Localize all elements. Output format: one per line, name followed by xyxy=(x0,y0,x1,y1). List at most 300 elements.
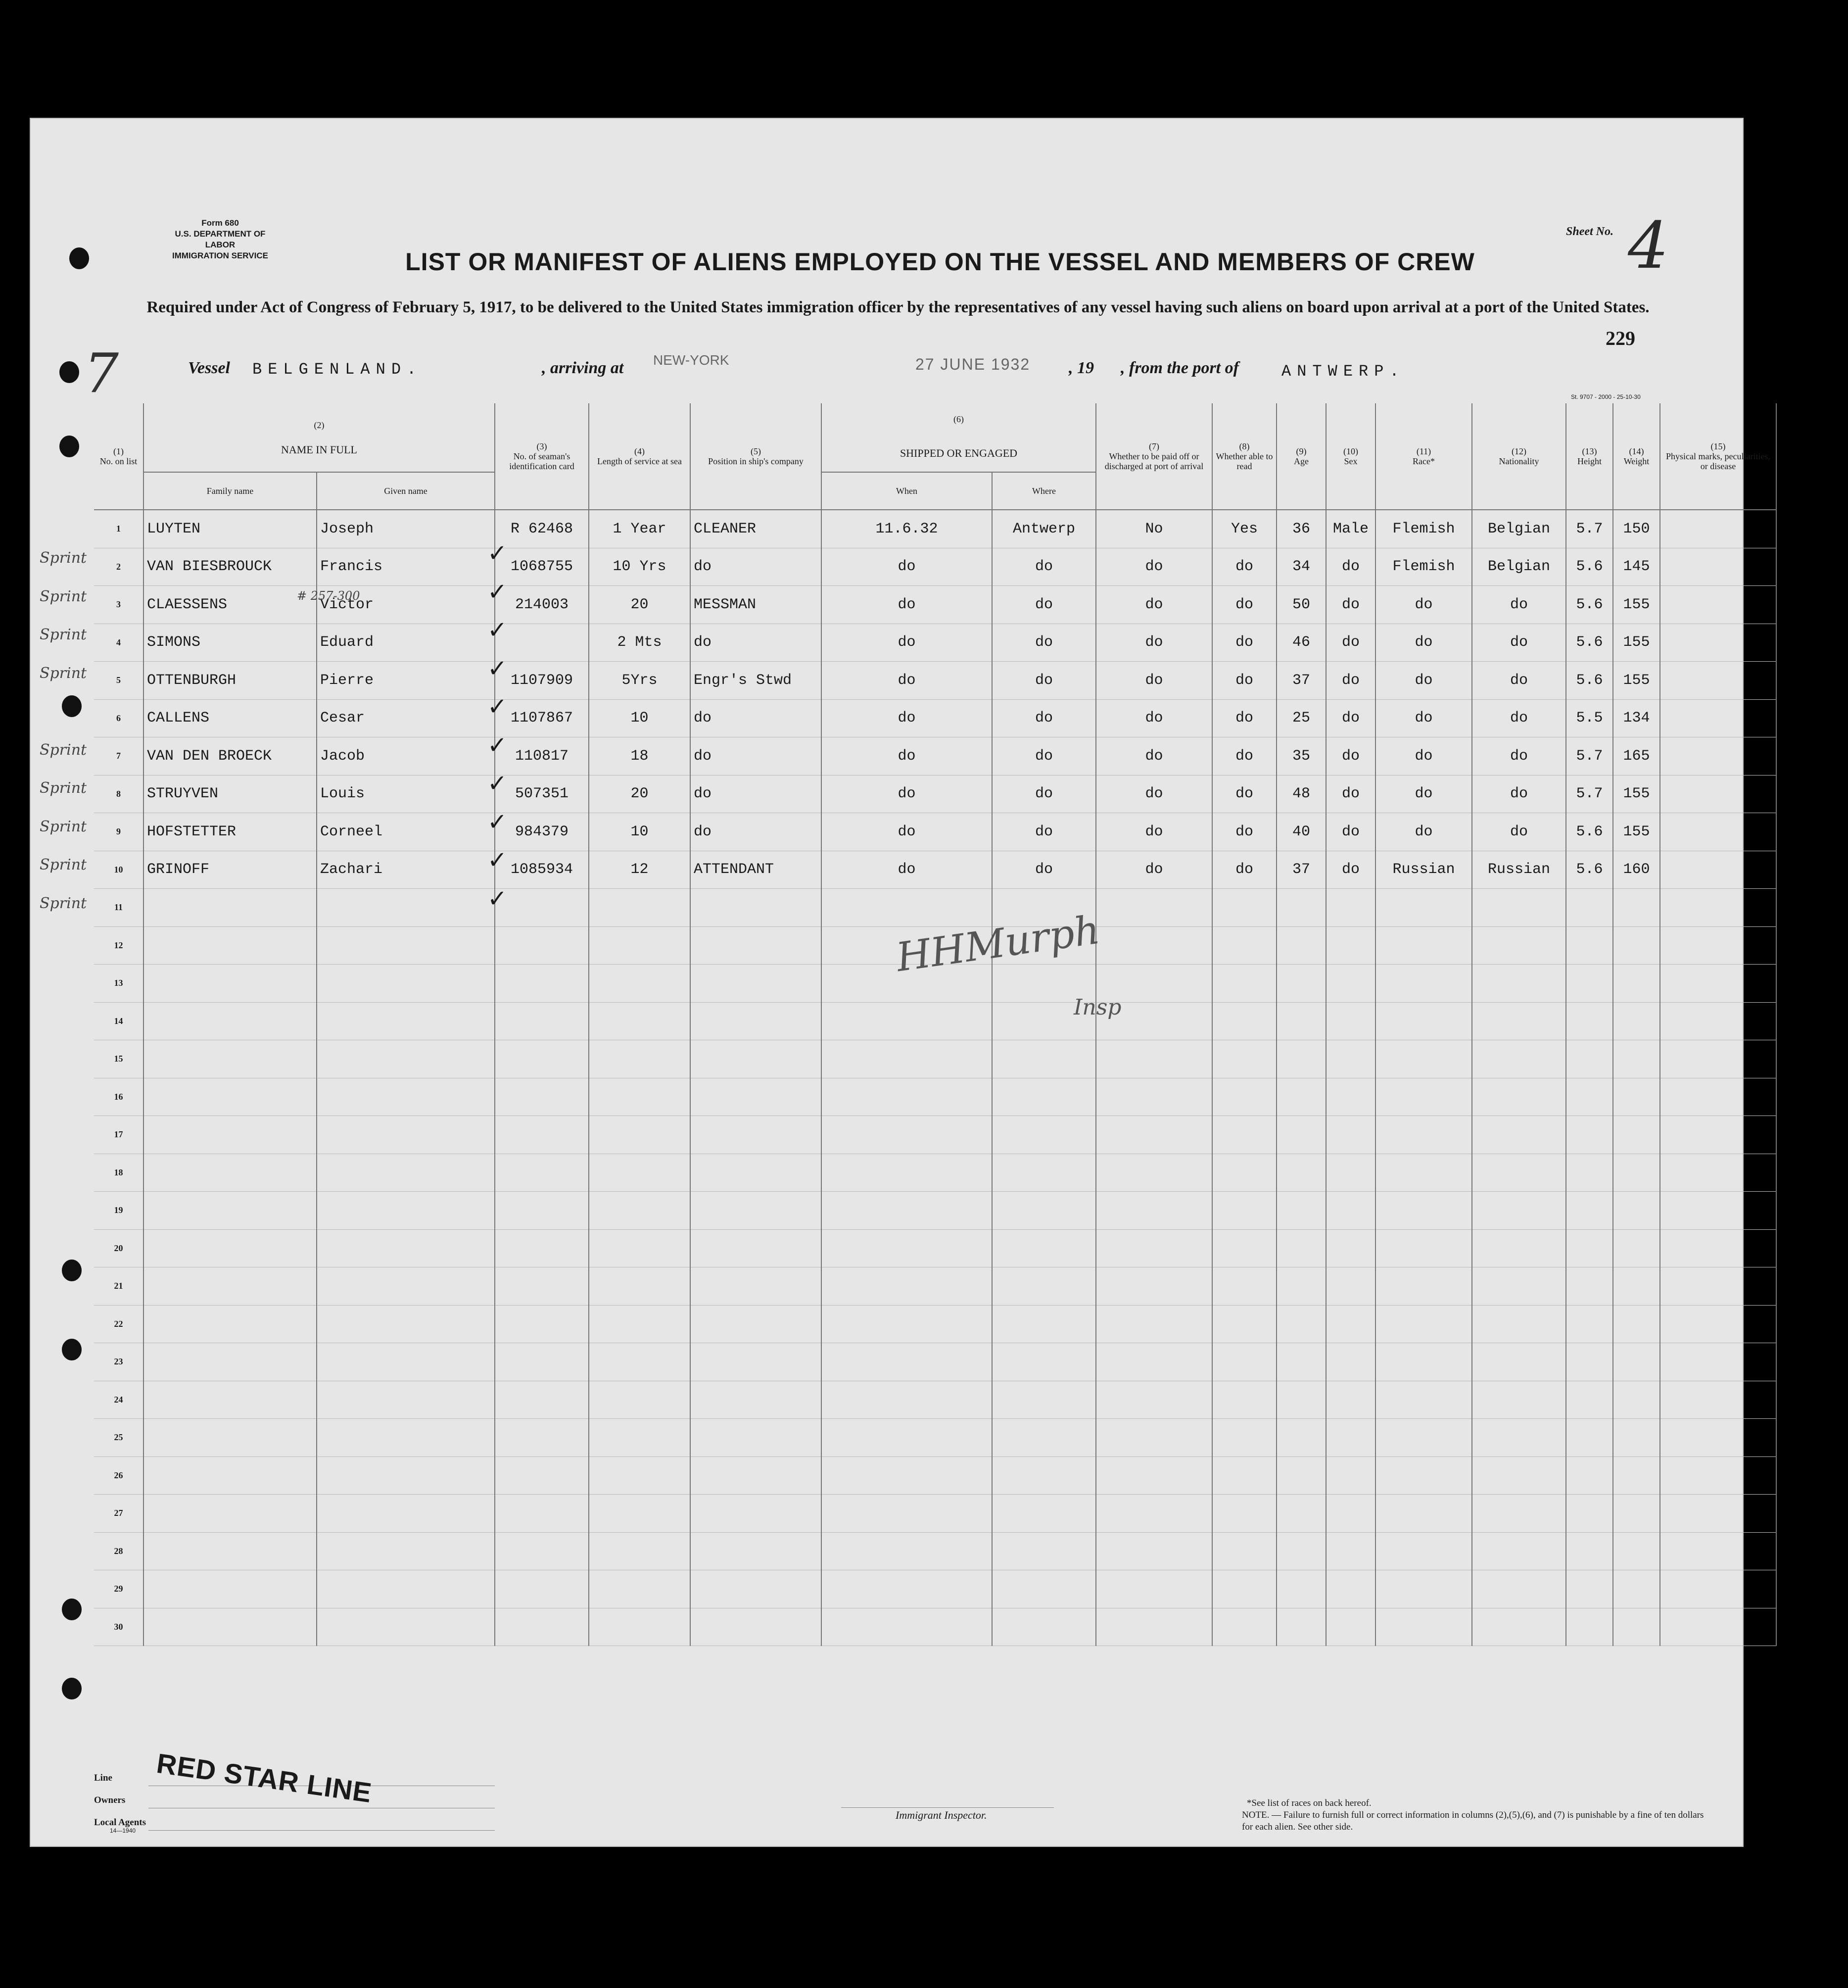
empty-cell xyxy=(495,1381,589,1419)
empty-cell xyxy=(143,1532,317,1570)
col-length-header: (4) Length of service at sea xyxy=(589,403,690,510)
empty-cell xyxy=(1096,1456,1212,1495)
empty-cell xyxy=(1096,926,1212,965)
empty-cell xyxy=(821,1040,992,1078)
empty-cell xyxy=(1566,1343,1613,1381)
cell-when: do xyxy=(821,699,992,737)
empty-cell xyxy=(1375,926,1472,965)
empty-cell xyxy=(690,926,821,965)
empty-cell xyxy=(1096,1532,1212,1570)
cell-nat: do xyxy=(1472,813,1566,851)
empty-cell xyxy=(1613,1532,1660,1570)
empty-cell xyxy=(1660,926,1776,965)
empty-cell xyxy=(589,1267,690,1306)
cell-paid: do xyxy=(1096,586,1212,624)
empty-cell xyxy=(589,926,690,965)
cell-paid: No xyxy=(1096,510,1212,548)
cell-given: Eduard xyxy=(317,624,495,662)
empty-cell xyxy=(1660,1343,1776,1381)
family-name-header: Family name xyxy=(143,472,317,510)
empty-cell xyxy=(589,1381,690,1419)
cell-physical xyxy=(1660,699,1776,737)
cell-height: 5.6 xyxy=(1566,624,1613,662)
cell-race: do xyxy=(1375,662,1472,700)
empty-cell xyxy=(1660,1495,1776,1533)
empty-cell xyxy=(1096,1570,1212,1608)
cell-read: do xyxy=(1212,586,1277,624)
inspector-signature: HHMurph xyxy=(893,906,1103,981)
empty-cell xyxy=(1660,1608,1776,1646)
cell-position: do xyxy=(690,699,821,737)
empty-cell xyxy=(1096,1078,1212,1116)
empty-cell xyxy=(1277,1002,1326,1040)
empty-cell xyxy=(1096,1495,1212,1533)
empty-cell xyxy=(1660,889,1776,927)
empty-cell xyxy=(992,1343,1096,1381)
col-physical-header: (15) Physical marks, peculiarities, or disease xyxy=(1660,403,1776,510)
footnote xyxy=(1242,1797,1717,1833)
empty-cell xyxy=(589,1495,690,1533)
empty-cell xyxy=(1472,1192,1566,1230)
cell-sex: do xyxy=(1326,662,1375,700)
binder-hole xyxy=(69,247,89,269)
row-number: 24 xyxy=(94,1381,143,1419)
empty-cell xyxy=(690,1192,821,1230)
check-mark-icon: ✓ xyxy=(487,616,508,644)
inspector-signature-line xyxy=(841,1807,1054,1808)
empty-cell xyxy=(317,1456,495,1495)
empty-cell xyxy=(1375,1305,1472,1343)
row-number: 28 xyxy=(94,1532,143,1570)
margin-note: Sprint xyxy=(40,664,87,682)
cell-where: do xyxy=(992,548,1096,586)
cell-sex: do xyxy=(1326,699,1375,737)
empty-cell xyxy=(690,1154,821,1192)
handwritten-annotation: # 257-300 xyxy=(297,589,360,603)
row-number: 1 xyxy=(94,510,143,548)
col-age-header: (9) Age xyxy=(1277,403,1326,510)
empty-cell xyxy=(143,926,317,965)
empty-cell xyxy=(1212,965,1277,1003)
vessel-label: Vessel xyxy=(188,359,230,377)
cell-age: 36 xyxy=(1277,510,1326,548)
table-row xyxy=(94,1570,1776,1608)
empty-cell xyxy=(821,1608,992,1646)
empty-cell xyxy=(690,1419,821,1457)
row-number: 9 xyxy=(94,813,143,851)
cell-family: CALLENS xyxy=(143,699,317,737)
empty-cell xyxy=(1375,889,1472,927)
empty-cell xyxy=(495,1305,589,1343)
empty-cell xyxy=(1212,1343,1277,1381)
col-race-header: (11) Race* xyxy=(1375,403,1472,510)
empty-cell xyxy=(495,1040,589,1078)
empty-cell xyxy=(1375,1002,1472,1040)
empty-cell xyxy=(317,1419,495,1457)
empty-cell xyxy=(143,1267,317,1306)
empty-cell xyxy=(1212,1078,1277,1116)
empty-cell xyxy=(1613,1419,1660,1457)
empty-cell xyxy=(1096,1419,1212,1457)
cell-age: 40 xyxy=(1277,813,1326,851)
check-mark-icon: ✓ xyxy=(487,578,508,606)
cell-where: do xyxy=(992,851,1096,889)
cell-position: do xyxy=(690,737,821,776)
empty-cell xyxy=(1566,1532,1613,1570)
cell-card: 984379 xyxy=(495,813,589,851)
table-row xyxy=(94,1040,1776,1078)
empty-cell xyxy=(1613,1154,1660,1192)
cell-read: do xyxy=(1212,775,1277,813)
cell-sex: do xyxy=(1326,624,1375,662)
empty-cell xyxy=(1472,1002,1566,1040)
empty-cell xyxy=(1660,1192,1776,1230)
empty-cell xyxy=(1096,1116,1212,1154)
empty-cell xyxy=(495,1267,589,1306)
cell-length: 20 xyxy=(589,586,690,624)
empty-cell xyxy=(143,889,317,927)
empty-cell xyxy=(1660,1456,1776,1495)
empty-cell xyxy=(1375,1570,1472,1608)
empty-cell xyxy=(317,1381,495,1419)
empty-cell xyxy=(1326,1040,1375,1078)
table-row xyxy=(94,699,1776,737)
empty-cell xyxy=(317,1305,495,1343)
empty-cell xyxy=(992,1305,1096,1343)
empty-cell xyxy=(992,1154,1096,1192)
empty-cell xyxy=(1277,889,1326,927)
empty-cell xyxy=(1212,889,1277,927)
cell-weight: 160 xyxy=(1613,851,1660,889)
row-number: 25 xyxy=(94,1419,143,1457)
cell-position: Engr's Stwd xyxy=(690,662,821,700)
empty-cell xyxy=(1613,1267,1660,1306)
empty-cell xyxy=(317,1078,495,1116)
cell-read: Yes xyxy=(1212,510,1277,548)
empty-cell xyxy=(992,1229,1096,1267)
cell-weight: 155 xyxy=(1613,775,1660,813)
empty-cell xyxy=(1566,889,1613,927)
empty-cell xyxy=(1326,1229,1375,1267)
empty-cell xyxy=(143,1078,317,1116)
cell-age: 34 xyxy=(1277,548,1326,586)
cell-position: do xyxy=(690,775,821,813)
owners-label: Owners xyxy=(94,1795,126,1805)
empty-cell xyxy=(1375,965,1472,1003)
empty-cell xyxy=(143,1456,317,1495)
arrival-date: 27 JUNE 1932 xyxy=(915,355,1031,373)
cell-age: 37 xyxy=(1277,851,1326,889)
empty-cell xyxy=(1277,1608,1326,1646)
empty-cell xyxy=(1277,1570,1326,1608)
empty-cell xyxy=(1375,1532,1472,1570)
line-label: Line xyxy=(94,1773,112,1783)
table-row xyxy=(94,1267,1776,1306)
empty-cell xyxy=(317,1040,495,1078)
empty-cell xyxy=(1212,1040,1277,1078)
empty-cell xyxy=(1660,1381,1776,1419)
cell-read: do xyxy=(1212,624,1277,662)
empty-cell xyxy=(1660,1229,1776,1267)
empty-cell xyxy=(317,1532,495,1570)
empty-cell xyxy=(1566,1608,1613,1646)
row-number: 26 xyxy=(94,1456,143,1495)
row-number: 8 xyxy=(94,775,143,813)
empty-cell xyxy=(690,1570,821,1608)
cell-height: 5.6 xyxy=(1566,851,1613,889)
cell-physical xyxy=(1660,624,1776,662)
cell-when: do xyxy=(821,851,992,889)
empty-cell xyxy=(1613,1570,1660,1608)
cell-given: Jacob xyxy=(317,737,495,776)
empty-cell xyxy=(1277,1192,1326,1230)
cell-physical xyxy=(1660,662,1776,700)
empty-cell xyxy=(821,1419,992,1457)
cell-position: do xyxy=(690,813,821,851)
empty-cell xyxy=(992,1267,1096,1306)
table-row xyxy=(94,548,1776,586)
empty-cell xyxy=(1472,1305,1566,1343)
empty-cell xyxy=(1096,1192,1212,1230)
empty-cell xyxy=(1613,889,1660,927)
check-mark-icon: ✓ xyxy=(487,731,508,759)
binder-hole xyxy=(59,361,79,383)
empty-cell xyxy=(495,1343,589,1381)
empty-cell xyxy=(690,1305,821,1343)
cell-weight: 165 xyxy=(1613,737,1660,776)
check-mark-icon: ✓ xyxy=(487,808,508,836)
check-mark-icon: ✓ xyxy=(487,539,508,567)
empty-cell xyxy=(143,1229,317,1267)
empty-cell xyxy=(1277,1229,1326,1267)
empty-cell xyxy=(317,1495,495,1533)
empty-cell xyxy=(1096,1040,1212,1078)
departure-port: ANTWERP. xyxy=(1281,362,1405,381)
given-name-header: Given name xyxy=(317,472,495,510)
cell-race: Russian xyxy=(1375,851,1472,889)
row-number: 14 xyxy=(94,1002,143,1040)
col-paid-header: (7) Whether to be paid off or discharged at port of arrival xyxy=(1096,403,1212,510)
print-code: St. 9707 - 2000 - 25-10-30 xyxy=(1571,393,1641,400)
cell-family: CLAESSENS xyxy=(143,586,317,624)
cell-family: VAN BIESBROUCK xyxy=(143,548,317,586)
cell-position: do xyxy=(690,624,821,662)
empty-cell xyxy=(1613,1192,1660,1230)
empty-cell xyxy=(1566,965,1613,1003)
empty-cell xyxy=(690,1608,821,1646)
cell-position: do xyxy=(690,548,821,586)
row-number: 22 xyxy=(94,1305,143,1343)
cell-when: do xyxy=(821,624,992,662)
cell-family: HOFSTETTER xyxy=(143,813,317,851)
col-card-header: (3) No. of seaman's identification card xyxy=(495,403,589,510)
col-sex-header: (10) Sex xyxy=(1326,403,1375,510)
empty-cell xyxy=(495,1078,589,1116)
table-row xyxy=(94,813,1776,851)
cell-length: 1 Year xyxy=(589,510,690,548)
cell-age: 46 xyxy=(1277,624,1326,662)
empty-cell xyxy=(992,1495,1096,1533)
cell-card: R 62468 xyxy=(495,510,589,548)
cell-nat: Belgian xyxy=(1472,548,1566,586)
empty-cell xyxy=(1472,1532,1566,1570)
empty-cell xyxy=(495,1192,589,1230)
cell-length: 10 xyxy=(589,813,690,851)
empty-cell xyxy=(1660,1532,1776,1570)
cell-read: do xyxy=(1212,699,1277,737)
empty-cell xyxy=(1472,1419,1566,1457)
empty-cell xyxy=(992,1419,1096,1457)
empty-cell xyxy=(1660,1040,1776,1078)
row-number: 2 xyxy=(94,548,143,586)
empty-cell xyxy=(143,1381,317,1419)
empty-cell xyxy=(495,1495,589,1533)
cell-card: 1107867 xyxy=(495,699,589,737)
empty-cell xyxy=(143,1192,317,1230)
cell-nat: do xyxy=(1472,775,1566,813)
empty-cell xyxy=(992,1040,1096,1078)
empty-cell xyxy=(1277,1419,1326,1457)
col-height-header: (13) Height xyxy=(1566,403,1613,510)
empty-cell xyxy=(821,1532,992,1570)
empty-cell xyxy=(1613,1608,1660,1646)
empty-cell xyxy=(1660,965,1776,1003)
check-mark-icon: ✓ xyxy=(487,846,508,874)
empty-cell xyxy=(1326,926,1375,965)
cell-nat: Russian xyxy=(1472,851,1566,889)
empty-cell xyxy=(143,1305,317,1343)
row-number: 12 xyxy=(94,926,143,965)
table-row xyxy=(94,1495,1776,1533)
row-number: 10 xyxy=(94,851,143,889)
cell-nat: do xyxy=(1472,586,1566,624)
cell-race: do xyxy=(1375,624,1472,662)
cell-where: do xyxy=(992,586,1096,624)
cell-card: 1107909 xyxy=(495,662,589,700)
empty-cell xyxy=(317,889,495,927)
cell-sex: do xyxy=(1326,737,1375,776)
empty-cell xyxy=(1212,1192,1277,1230)
signature-suffix: Insp xyxy=(1074,995,1122,1020)
cell-weight: 134 xyxy=(1613,699,1660,737)
empty-cell xyxy=(589,1532,690,1570)
empty-cell xyxy=(317,1154,495,1192)
requirement-text: Required under Act of Congress of February 5, 1917, to be delivered to the United States immigration officer by the representatives of any vessel having such aliens on board upon arrival at a port of the United States. xyxy=(146,298,1650,316)
cell-nat: do xyxy=(1472,737,1566,776)
inspector-label: Immigrant Inspector. xyxy=(896,1809,987,1821)
empty-cell xyxy=(1566,1002,1613,1040)
manifest-table-wrap xyxy=(64,403,1770,1740)
penalty-note: NOTE. — Failure to furnish full or correct information in columns (2),(5),(6), and (7) is punishable by a fine of ten dollars for each alien. See other side. xyxy=(1242,1810,1704,1832)
empty-cell xyxy=(1212,1267,1277,1306)
empty-cell xyxy=(589,1040,690,1078)
cell-race: Flemish xyxy=(1375,510,1472,548)
cell-given: Francis xyxy=(317,548,495,586)
col-shipped-header: (6) xyxy=(821,403,1096,435)
empty-cell xyxy=(992,1532,1096,1570)
empty-cell xyxy=(589,1154,690,1192)
cell-nat: do xyxy=(1472,662,1566,700)
empty-cell xyxy=(1277,965,1326,1003)
empty-cell xyxy=(1472,1116,1566,1154)
table-row xyxy=(94,1608,1776,1646)
cell-read: do xyxy=(1212,737,1277,776)
cell-nat: do xyxy=(1472,624,1566,662)
empty-cell xyxy=(992,1570,1096,1608)
empty-cell xyxy=(690,1495,821,1533)
empty-cell xyxy=(1326,1608,1375,1646)
empty-cell xyxy=(1375,1495,1472,1533)
cell-physical xyxy=(1660,510,1776,548)
col-position-header: (5) Position in ship's company xyxy=(690,403,821,510)
empty-cell xyxy=(1096,889,1212,927)
empty-cell xyxy=(1375,1040,1472,1078)
empty-cell xyxy=(1566,1381,1613,1419)
empty-cell xyxy=(1096,1343,1212,1381)
empty-cell xyxy=(992,1078,1096,1116)
check-mark-icon: ✓ xyxy=(487,693,508,721)
row-number: 13 xyxy=(94,965,143,1003)
page-title: LIST OR MANIFEST OF ALIENS EMPLOYED ON THE VESSEL AND MEMBERS OF CREW xyxy=(405,248,1475,276)
row-number: 7 xyxy=(94,737,143,776)
empty-cell xyxy=(1566,1078,1613,1116)
empty-cell xyxy=(1096,1154,1212,1192)
empty-cell xyxy=(589,965,690,1003)
cell-paid: do xyxy=(1096,813,1212,851)
cell-length: 12 xyxy=(589,851,690,889)
vessel-name: BELGENLAND. xyxy=(252,360,423,379)
empty-cell xyxy=(1277,1456,1326,1495)
empty-cell xyxy=(143,1116,317,1154)
cell-weight: 155 xyxy=(1613,662,1660,700)
empty-cell xyxy=(1566,1267,1613,1306)
margin-note: Sprint xyxy=(40,856,87,873)
empty-cell xyxy=(992,1381,1096,1419)
cell-paid: do xyxy=(1096,851,1212,889)
table-row xyxy=(94,737,1776,776)
empty-cell xyxy=(1277,1495,1326,1533)
margin-note: Sprint xyxy=(40,549,87,567)
cell-race: do xyxy=(1375,737,1472,776)
empty-cell xyxy=(1613,1381,1660,1419)
empty-cell xyxy=(1613,1343,1660,1381)
empty-cell xyxy=(1613,965,1660,1003)
table-row xyxy=(94,1305,1776,1343)
empty-cell xyxy=(1096,1608,1212,1646)
when-header: When xyxy=(821,472,992,510)
empty-cell xyxy=(1660,1419,1776,1457)
agents-label: Local Agents xyxy=(94,1817,146,1828)
cell-given: Zachari xyxy=(317,851,495,889)
empty-cell xyxy=(1375,1154,1472,1192)
empty-cell xyxy=(1472,1229,1566,1267)
empty-cell xyxy=(1277,1154,1326,1192)
empty-cell xyxy=(1212,1116,1277,1154)
empty-cell xyxy=(1277,1267,1326,1306)
cell-when: do xyxy=(821,813,992,851)
empty-cell xyxy=(1326,1343,1375,1381)
empty-cell xyxy=(821,1305,992,1343)
cell-given: Joseph xyxy=(317,510,495,548)
cell-family: STRUYVEN xyxy=(143,775,317,813)
empty-cell xyxy=(1613,1495,1660,1533)
cell-race: do xyxy=(1375,699,1472,737)
cell-age: 48 xyxy=(1277,775,1326,813)
cell-when: do xyxy=(821,586,992,624)
empty-cell xyxy=(821,1267,992,1306)
empty-cell xyxy=(1613,1002,1660,1040)
empty-cell xyxy=(317,1002,495,1040)
